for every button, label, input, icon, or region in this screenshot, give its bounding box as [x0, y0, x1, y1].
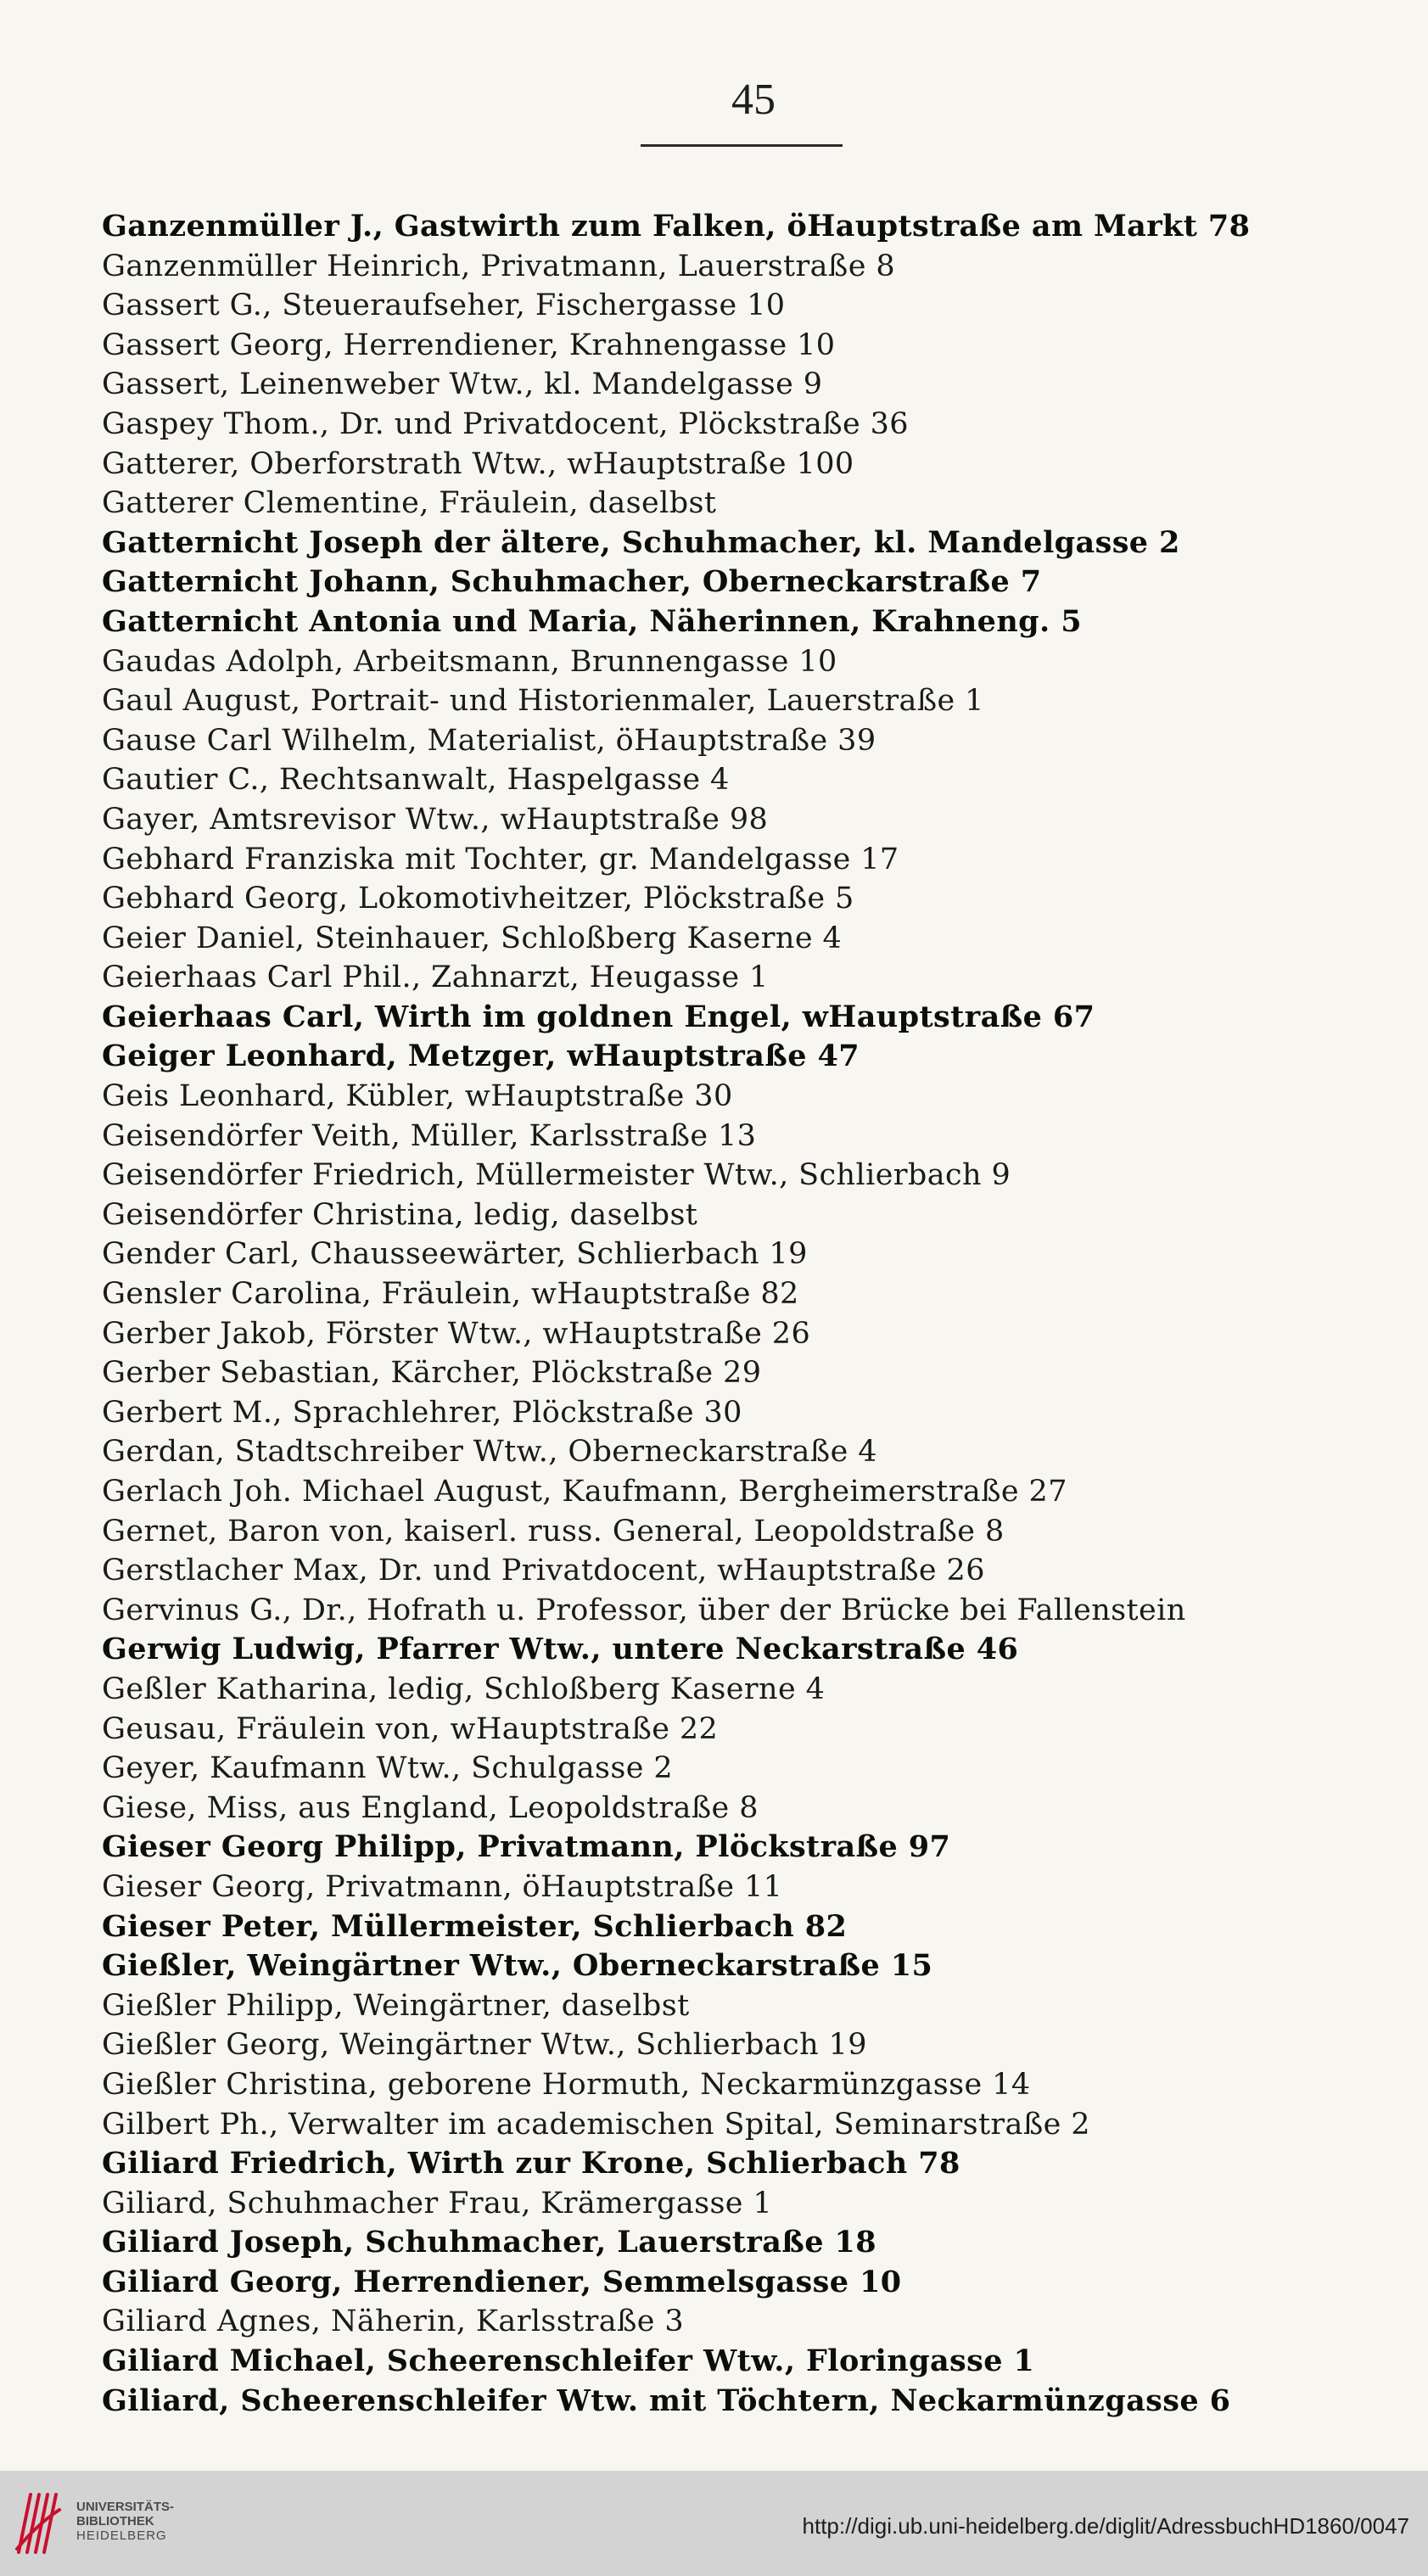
directory-entry: Giliard Michael, Scheerenschleifer Wtw., Floringasse 1: [102, 2344, 1035, 2379]
directory-entry: Gerlach Joh. Michael August, Kaufmann, Bergheimerstraße 27: [102, 1475, 1067, 1509]
directory-entry: Geierhaas Carl Phil., Zahnarzt, Heugasse 1: [102, 960, 769, 995]
directory-entry: Gatternicht Johann, Schuhmacher, Oberneckarstraße 7: [102, 564, 1042, 600]
directory-entry: Gebhard Georg, Lokomotivheitzer, Plöckstraße 5: [102, 882, 854, 916]
directory-entry: Gatternicht Joseph der ältere, Schuhmacher, kl. Mandelgasse 2: [102, 524, 1180, 560]
directory-entry: Gatterer Clementine, Fräulein, daselbst: [102, 486, 717, 521]
header-rule: [641, 144, 843, 147]
directory-entry: Gassert G., Steueraufseher, Fischergasse 10: [102, 288, 786, 323]
directory-entry: Geßler Katharina, ledig, Schloßberg Kaserne 4: [102, 1672, 826, 1706]
directory-entry: Gießler, Weingärtner Wtw., Oberneckarstraße 15: [102, 1948, 933, 1984]
directory-entry: Geiger Leonhard, Metzger, wHauptstraße 47: [102, 1039, 860, 1074]
directory-entry: Gerstlacher Max, Dr. und Privatdocent, wHauptstraße 26: [102, 1554, 985, 1588]
directory-entry: Ganzenmüller Heinrich, Privatmann, Lauerstraße 8: [102, 249, 896, 283]
directory-entry: Geyer, Kaufmann Wtw., Schulgasse 2: [102, 1751, 674, 1786]
directory-entry: Geisendörfer Friedrich, Müllermeister Wtw., Schlierbach 9: [102, 1158, 1011, 1193]
directory-entry: Geisendörfer Veith, Müller, Karlsstraße 13: [102, 1118, 757, 1153]
library-wordmark-line3: HEIDELBERG: [76, 2528, 167, 2543]
directory-entry: Gautier C., Rechtsanwalt, Haspelgasse 4: [102, 763, 730, 798]
directory-entry: Gernet, Baron von, kaiserl. russ. General, Leopoldstraße 8: [102, 1514, 1005, 1548]
directory-entry: Gensler Carolina, Fräulein, wHauptstraße 82: [102, 1277, 799, 1312]
directory-entry: Gerwig Ludwig, Pfarrer Wtw., untere Neckarstraße 46: [102, 1632, 1019, 1667]
directory-entry: Gieser Peter, Müllermeister, Schlierbach 82: [102, 1908, 848, 1944]
directory-entry: Gender Carl, Chausseewärter, Schlierbach 19: [102, 1237, 808, 1272]
page-number: 45: [731, 76, 776, 124]
directory-entry: Giliard Agnes, Näherin, Karlsstraße 3: [102, 2304, 685, 2339]
directory-entry: Gerbert M., Sprachlehrer, Plöckstraße 30: [102, 1395, 742, 1430]
directory-entry-list: [102, 207, 1392, 2421]
directory-entry: Geusau, Fräulein von, wHauptstraße 22: [102, 1711, 719, 1746]
directory-entry: Ganzenmüller J., Gastwirth zum Falken, öHauptstraße am Markt 78: [102, 209, 1251, 244]
library-wordmark-line1: UNIVERSITÄTS-: [76, 2500, 175, 2514]
directory-entry: Geier Daniel, Steinhauer, Schloßberg Kaserne 4: [102, 921, 843, 955]
directory-entry: Gieser Georg Philipp, Privatmann, Plöckstraße 97: [102, 1829, 951, 1865]
directory-entry: Gervinus G., Dr., Hofrath u. Professor, über der Brücke bei Fallenstein: [102, 1593, 1186, 1627]
directory-entry: Gießler Philipp, Weingärtner, daselbst: [102, 1988, 690, 2023]
directory-entry: Giese, Miss, aus England, Leopoldstraße 8: [102, 1790, 759, 1825]
directory-entry: Geis Leonhard, Kübler, wHauptstraße 30: [102, 1079, 733, 1114]
directory-entry: Gebhard Franziska mit Tochter, gr. Mandelgasse 17: [102, 842, 899, 876]
library-wordmark: [76, 2500, 174, 2543]
directory-entry: Gaul August, Portrait- und Historienmaler, Lauerstraße 1: [102, 684, 984, 719]
footer-bar: [0, 2471, 1428, 2576]
directory-entry: Gassert Georg, Herrendiener, Krahnengasse 10: [102, 328, 836, 362]
directory-entry: Gaspey Thom., Dr. und Privatdocent, Plöckstraße 36: [102, 406, 909, 441]
library-wordmark-line2: BIBLIOTHEK: [76, 2514, 154, 2528]
directory-entry: Giliard, Scheerenschleifer Wtw. mit Töchtern, Neckarmünzgasse 6: [102, 2383, 1231, 2418]
directory-entry: Giliard Friedrich, Wirth zur Krone, Schlierbach 78: [102, 2146, 960, 2181]
directory-entry: Gieser Georg, Privatmann, öHauptstraße 11: [102, 1869, 783, 1904]
directory-entry: Giliard Joseph, Schuhmacher, Lauerstraße 18: [102, 2225, 877, 2260]
directory-entry: Gatternicht Antonia und Maria, Näherinnen, Krahneng. 5: [102, 603, 1082, 639]
directory-entry: Gerdan, Stadtschreiber Wtw., Oberneckarstraße 4: [102, 1435, 877, 1470]
directory-entry: Gassert, Leinenweber Wtw., kl. Mandelgasse 9: [102, 367, 823, 402]
directory-entry: Gatterer, Oberforstrath Wtw., wHauptstraße 100: [102, 446, 854, 481]
directory-entry: Giliard, Schuhmacher Frau, Krämergasse 1: [102, 2186, 773, 2220]
directory-entry: Gießler Christina, geborene Hormuth, Neckarmünzgasse 14: [102, 2067, 1031, 2102]
ub-heidelberg-logo-icon: [14, 2489, 63, 2557]
directory-entry: Geisendörfer Christina, ledig, daselbst: [102, 1197, 698, 1232]
directory-entry: Gerber Sebastian, Kärcher, Plöckstraße 29: [102, 1356, 762, 1391]
directory-entry: Gaudas Adolph, Arbeitsmann, Brunnengasse 10: [102, 644, 837, 679]
directory-entry: Gerber Jakob, Förster Wtw., wHauptstraße 26: [102, 1316, 811, 1351]
directory-entry: Geierhaas Carl, Wirth im goldnen Engel, wHauptstraße 67: [102, 999, 1095, 1034]
directory-entry: Gause Carl Wilhelm, Materialist, öHauptstraße 39: [102, 723, 876, 758]
source-url-link[interactable]: http://digi.ub.uni-heidelberg.de/diglit/AdressbuchHD1860/0047: [802, 2513, 1409, 2539]
directory-entry: Gayer, Amtsrevisor Wtw., wHauptstraße 98: [102, 802, 769, 837]
directory-entry: Giliard Georg, Herrendiener, Semmelsgasse 10: [102, 2264, 902, 2299]
directory-entry: Gießler Georg, Weingärtner Wtw., Schlierbach 19: [102, 2028, 867, 2063]
directory-entry: Gilbert Ph., Verwalter im academischen Spital, Seminarstraße 2: [102, 2107, 1090, 2142]
